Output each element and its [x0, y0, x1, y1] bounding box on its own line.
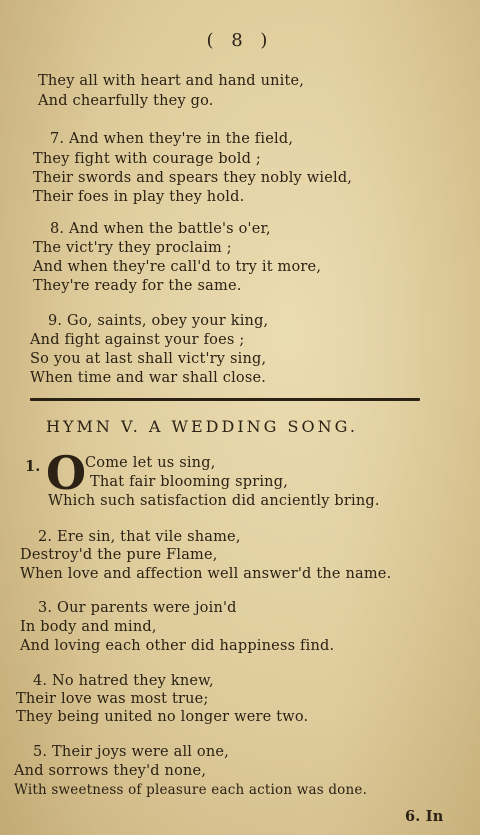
- section-divider: [30, 398, 420, 401]
- hymn-line: Come let us sing,: [85, 455, 216, 471]
- hymn-line: 3. Our parents were join'd: [38, 600, 237, 616]
- verse-line: 7. And when they're in the field,: [50, 131, 294, 147]
- hymn-line: When love and affection well answer'd the name.: [20, 566, 392, 582]
- verse-number: 1.: [25, 458, 41, 475]
- verse-line: They're ready for the same.: [33, 278, 242, 294]
- hymn-line: And sorrows they'd none,: [14, 763, 207, 779]
- verse-line: When time and war shall close.: [30, 370, 267, 386]
- hymn-title: HYMN V. A WEDDING SONG.: [46, 417, 358, 436]
- hymn-line: That fair blooming spring,: [90, 474, 288, 490]
- hymn-line: They being united no longer were two.: [16, 709, 309, 725]
- verse-line: They fight with courage bold ;: [33, 151, 261, 167]
- catchword: 6. In: [405, 808, 444, 825]
- verse-line: They all with heart and hand unite,: [38, 73, 305, 89]
- hymn-line: In body and mind,: [20, 619, 157, 635]
- hymn-line: With sweetness of pleasure each action was done.: [14, 782, 368, 798]
- verse-line: 9. Go, saints, obey your king,: [48, 313, 269, 329]
- hymn-line: Their love was most true;: [16, 691, 209, 707]
- verse-line: Their swords and spears they nobly wield,: [33, 170, 353, 186]
- verse-line: The vict'ry they proclaim ;: [33, 240, 232, 256]
- verse-line: And chearfully they go.: [38, 93, 214, 109]
- verse-line: Their foes in play they hold.: [33, 189, 245, 205]
- verse-line: 8. And when the battle's o'er,: [50, 221, 271, 237]
- verse-line: So you at last shall vict'ry sing,: [30, 351, 267, 367]
- hymn-line: 4. No hatred they knew,: [33, 673, 214, 689]
- hymn-line: 5. Their joys were all one,: [33, 744, 229, 760]
- drop-cap: O: [46, 446, 87, 500]
- hymn-line: And loving each other did happiness find.: [20, 638, 335, 654]
- page-number: ( 8 ): [206, 30, 274, 51]
- verse-line: And when they're call'd to try it more,: [33, 259, 322, 275]
- hymn-line: Destroy'd the pure Flame,: [20, 547, 218, 563]
- verse-line: And fight against your foes ;: [30, 332, 245, 348]
- hymn-line: Which such satisfaction did anciently bring.: [48, 493, 380, 509]
- hymn-line: 2. Ere sin, that vile shame,: [38, 529, 241, 545]
